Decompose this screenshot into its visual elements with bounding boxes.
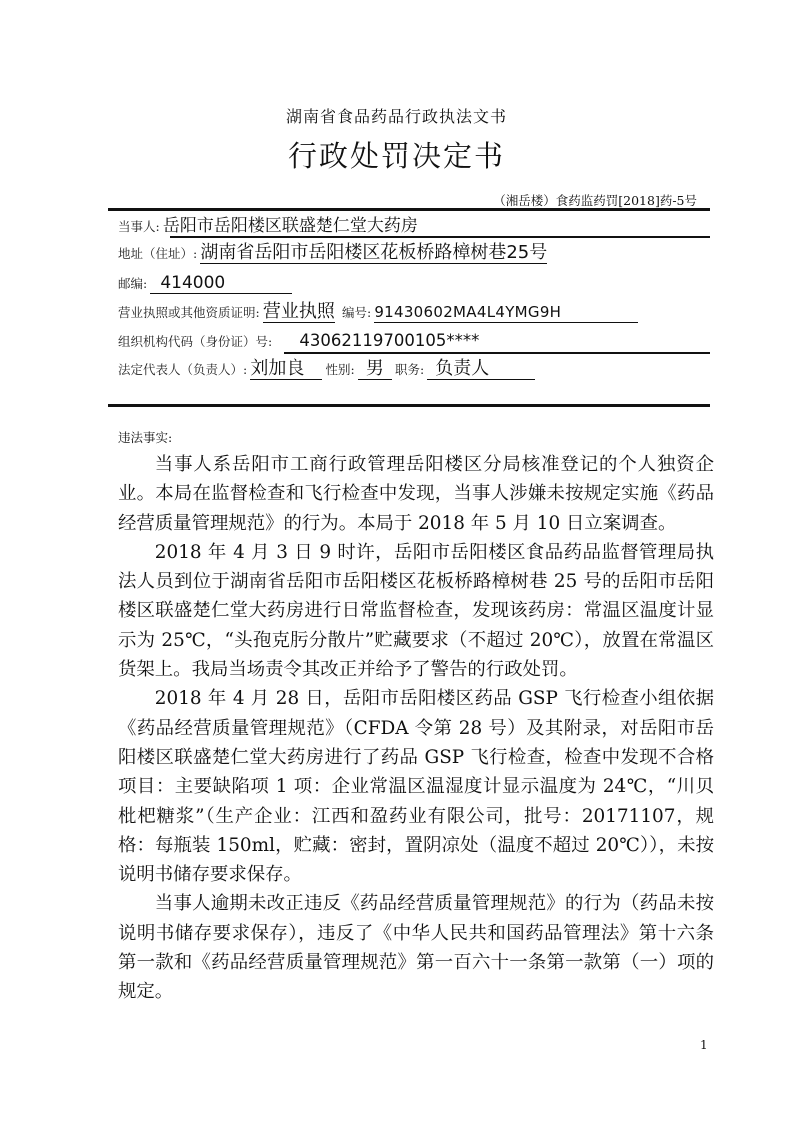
position-label: 职务: xyxy=(394,362,425,377)
party-underline xyxy=(170,236,710,238)
header-divider-bottom xyxy=(108,404,710,407)
license-label: 营业执照或其他资质证明: xyxy=(118,305,260,320)
field-postcode xyxy=(118,273,292,299)
position-value: 负责人 xyxy=(427,359,535,380)
field-address xyxy=(118,243,547,269)
postcode-label: 邮编: xyxy=(118,276,148,291)
license-number-value: 91430602MA4L4YMG9H xyxy=(374,302,638,323)
page-number: 1 xyxy=(700,1038,708,1052)
field-party xyxy=(118,216,418,242)
org-code-label: 组织机构代码（身份证）号: xyxy=(118,334,273,349)
document-title: 行政处罚决定书 xyxy=(287,139,505,173)
facts-paragraph: 2018 年 4 月 3 日 9 时许，岳阳市岳阳楼区食品药品监督管理局执法人员到位于湖南省岳阳市岳阳楼区花板桥路樟树巷 25 号的岳阳市岳阳楼区联盛楚仁堂大药房进行日常监督检查，发现该药房：常温区温度计显示为 25℃，“头孢克肟分散片”贮藏要求（不超过 20℃），放置在常温区货架上。我局当场责令其改正并给予了警告的行政处罚。 xyxy=(118,541,714,681)
document-number: （湘岳楼）食药监药罚[2018]药-5号 xyxy=(493,193,697,208)
facts-paragraph: 当事人逾期未改正违反《药品经营质量管理规范》的行为（药品未按说明书储存要求保存），违反了《中华人民共和国药品管理法》第十六条第一款和《药品经营质量管理规范》第一百六十一条第一款第（一）项的规定。 xyxy=(118,893,714,1003)
representative-value: 刘加良 xyxy=(250,359,322,380)
facts-body xyxy=(118,450,714,1007)
org-code-underline xyxy=(284,352,710,354)
address-label: 地址（住址）: xyxy=(118,246,198,261)
party-label: 当事人: xyxy=(118,219,160,234)
org-code-value: 43062119700105**** xyxy=(299,331,480,350)
license-value: 营业执照 xyxy=(262,301,335,322)
postcode-value: 414000 xyxy=(150,273,292,294)
representative-label: 法定代表人（负责人）: xyxy=(118,362,248,377)
facts-paragraph: 2018 年 4 月 28 日，岳阳市岳阳楼区药品 GSP 飞行检查小组依据《药品经营质量管理规范》（CFDA 令第 28 号）及其附录，对岳阳市岳阳楼区联盛楚仁堂大药房进行了药品 GSP 飞行检查，检查中发现不合格项目：主要缺陷项 1 项：企业常温区温湿度计显示温度为 24℃，“川贝枇杷糖浆”（生产企业：江西和盈药业有限公司，批号：20171107，规格：每瓶装 150ml，贮藏：密封，置阴凉处（温度不超过 20℃）），未按说明书储存要求保存。 xyxy=(118,688,714,886)
header-divider-top xyxy=(108,208,710,211)
field-license xyxy=(118,302,638,328)
gender-value: 男 xyxy=(358,359,392,380)
gender-label: 性别: xyxy=(325,362,355,377)
license-number-label: 编号: xyxy=(341,305,372,320)
field-representative xyxy=(118,359,535,385)
document-series-heading: 湖南省食品药品行政执法文书 xyxy=(285,107,507,126)
address-value: 湖南省岳阳市岳阳楼区花板桥路樟树巷25号 xyxy=(200,242,548,263)
facts-section-label: 违法事实: xyxy=(118,430,173,445)
party-value: 岳阳市岳阳楼区联盛楚仁堂大药房 xyxy=(162,216,418,236)
facts-paragraph: 当事人系岳阳市工商行政管理岳阳楼区分局核准登记的个人独资企业。本局在监督检查和飞行检查中发现，当事人涉嫌未按规定实施《药品经营质量管理规范》的行为。本局于 2018 年 5 月 10 日立案调查。 xyxy=(118,454,714,534)
